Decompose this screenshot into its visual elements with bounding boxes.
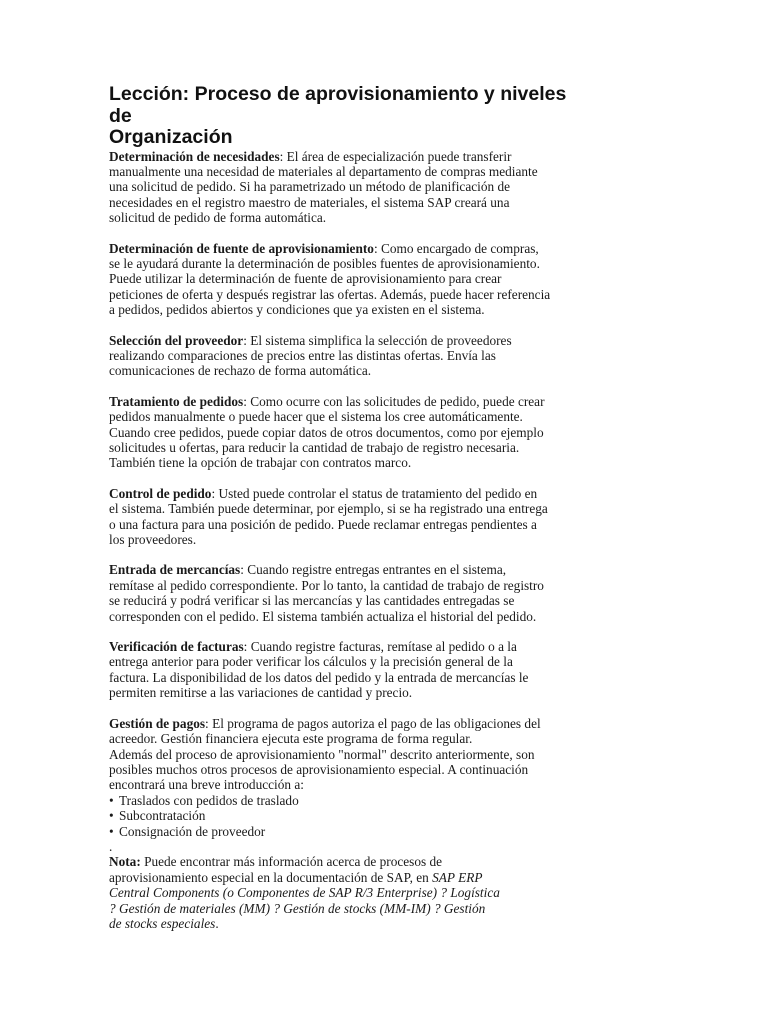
section-paragraph (109, 486, 589, 548)
section-line: Cuando cree pedidos, puede copiar datos de otros documentos, como por ejemplo (109, 424, 544, 440)
section-line: peticiones de oferta y después registrar las ofertas. Además, puede hacer referencia (109, 286, 551, 302)
section-line: entrega anterior para poder verificar los cálculos y la precisión general de la (109, 654, 513, 670)
section-line: : Usted puede controlar el status de tratamiento del pedido en (211, 485, 538, 501)
section-line: manualmente una necesidad de materiales al departamento de compras mediante (109, 163, 538, 179)
stray-dot: . (109, 838, 113, 854)
section-paragraph (109, 394, 589, 471)
section-line: los proveedores. (109, 532, 197, 548)
section-gestion-de-pagos (109, 716, 589, 793)
list-item-text: Consignación de proveedor (119, 823, 266, 839)
note-reference: ? Gestión de materiales (MM) ? Gestión de stocks (MM-IM) ? Gestión (109, 900, 486, 916)
section-line: o una factura para una posición de pedido. Puede reclamar entregas pendientes a (109, 516, 537, 532)
section-term: Determinación de necesidades (109, 148, 280, 164)
section-term: Selección del proveedor (109, 332, 244, 348)
section-line: solicitud de pedido de forma automática. (109, 210, 327, 226)
section-term: Verificación de facturas (109, 639, 244, 655)
section-paragraph (109, 149, 589, 226)
section-line: : El área de especialización puede transferir (279, 148, 512, 164)
section-line: : Como ocurre con las solicitudes de pedido, puede crear (243, 393, 545, 409)
section-line: Puede utilizar la determinación de fuente de aprovisionamiento para crear (109, 271, 502, 287)
section-line: a pedidos, pedidos abiertos y condiciones que ya existen en el sistema. (109, 302, 485, 318)
title-line-2: Organización (109, 126, 233, 148)
section-paragraph (109, 639, 589, 701)
sections-container (109, 149, 589, 701)
section-line: una solicitud de pedido. Si ha parametrizado un método de planificación de (109, 179, 510, 195)
section-line: se le ayudará durante la determinación de posibles fuentes de aprovisionamiento. (109, 255, 540, 271)
section-line: realizando comparaciones de precios entre las distintas ofertas. Envía las (109, 347, 496, 363)
list-item (109, 793, 589, 808)
section-line: : El sistema simplifica la selección de proveedores (243, 332, 512, 348)
list-item (109, 808, 589, 823)
note-reference: de stocks especiales (109, 915, 216, 931)
note-end: . (215, 915, 219, 931)
section-line: el sistema. También puede determinar, por ejemplo, si se ha registrado una entrega (109, 501, 548, 517)
section-line: se reducirá y podrá verificar si las mercancías y las cantidades entregadas se (109, 593, 515, 609)
section-line: solicitudes u ofertas, para reducir la cantidad de trabajo de registro necesaria. (109, 440, 520, 455)
section-paragraph (109, 333, 589, 379)
section-line: necesidades en el registro maestro de materiales, el sistema SAP creará una (109, 194, 510, 210)
note-reference: Central Components (o Componentes de SAP R/3 Enterprise) ? Logística (109, 885, 500, 901)
note-paragraph (109, 854, 589, 931)
section-line: remítase al pedido correspondiente. Por lo tanto, la cantidad de trabajo de registro (109, 577, 544, 593)
section-line: encontrará una breve introducción a: (109, 777, 304, 793)
section-line: permiten remitirse a las variaciones de cantidad y precio. (109, 685, 413, 701)
special-procurement-list (109, 793, 589, 839)
section-line: comunicaciones de rechazo de forma automática. (109, 363, 372, 379)
list-item-text: Subcontratación (119, 808, 206, 824)
section-paragraph (109, 241, 589, 318)
list-item-text: Traslados con pedidos de traslado (119, 792, 299, 808)
section-line: : Cuando registre entregas entrantes en el sistema, (240, 562, 507, 578)
section-line: : El programa de pagos autoriza el pago de las obligaciones del (205, 715, 541, 731)
section-line: : Cuando registre facturas, remítase al pedido o a la (243, 639, 517, 655)
section-term: Control de pedido (109, 485, 212, 501)
section-term: Tratamiento de pedidos (109, 393, 244, 409)
section-line: factura. La disponibilidad de los datos del pedido y la entrada de mercancías le (109, 669, 529, 685)
note-text: aprovisionamiento especial en la documentación de SAP, en (109, 869, 433, 885)
section-line: pedidos manualmente o puede hacer que el sistema los cree automáticamente. (109, 409, 523, 425)
title-line-1: Lección: Proceso de aprovisionamiento y niveles de (109, 83, 567, 127)
lesson-title (109, 84, 589, 149)
note-text: Puede encontrar más información acerca de procesos de (140, 854, 443, 870)
document-page (109, 84, 589, 931)
section-line: También tiene la opción de trabajar con contratos marco. (109, 455, 412, 471)
section-line: Además del proceso de aprovisionamiento "normal" descrito anteriormente, son (109, 746, 535, 762)
section-term: Determinación de fuente de aprovisionamiento (109, 240, 374, 256)
note-label: Nota: (109, 854, 141, 870)
list-item (109, 824, 589, 839)
section-line: posibles muchos otros procesos de aprovisionamiento especial. A continuación (109, 761, 529, 777)
bullet-icon: • (109, 823, 114, 839)
section-paragraph (109, 562, 589, 624)
section-term: Gestión de pagos (109, 715, 206, 731)
section-term: Entrada de mercancías (109, 562, 241, 578)
section-line: corresponden con el pedido. El sistema también actualiza el historial del pedido. (109, 608, 537, 624)
bullet-icon: • (109, 808, 114, 824)
note-reference: SAP ERP (432, 869, 483, 885)
bullet-icon: • (109, 792, 114, 808)
section-line: acreedor. Gestión financiera ejecuta este programa de forma regular. (109, 731, 473, 747)
section-line: : Como encargado de compras, (373, 240, 539, 256)
